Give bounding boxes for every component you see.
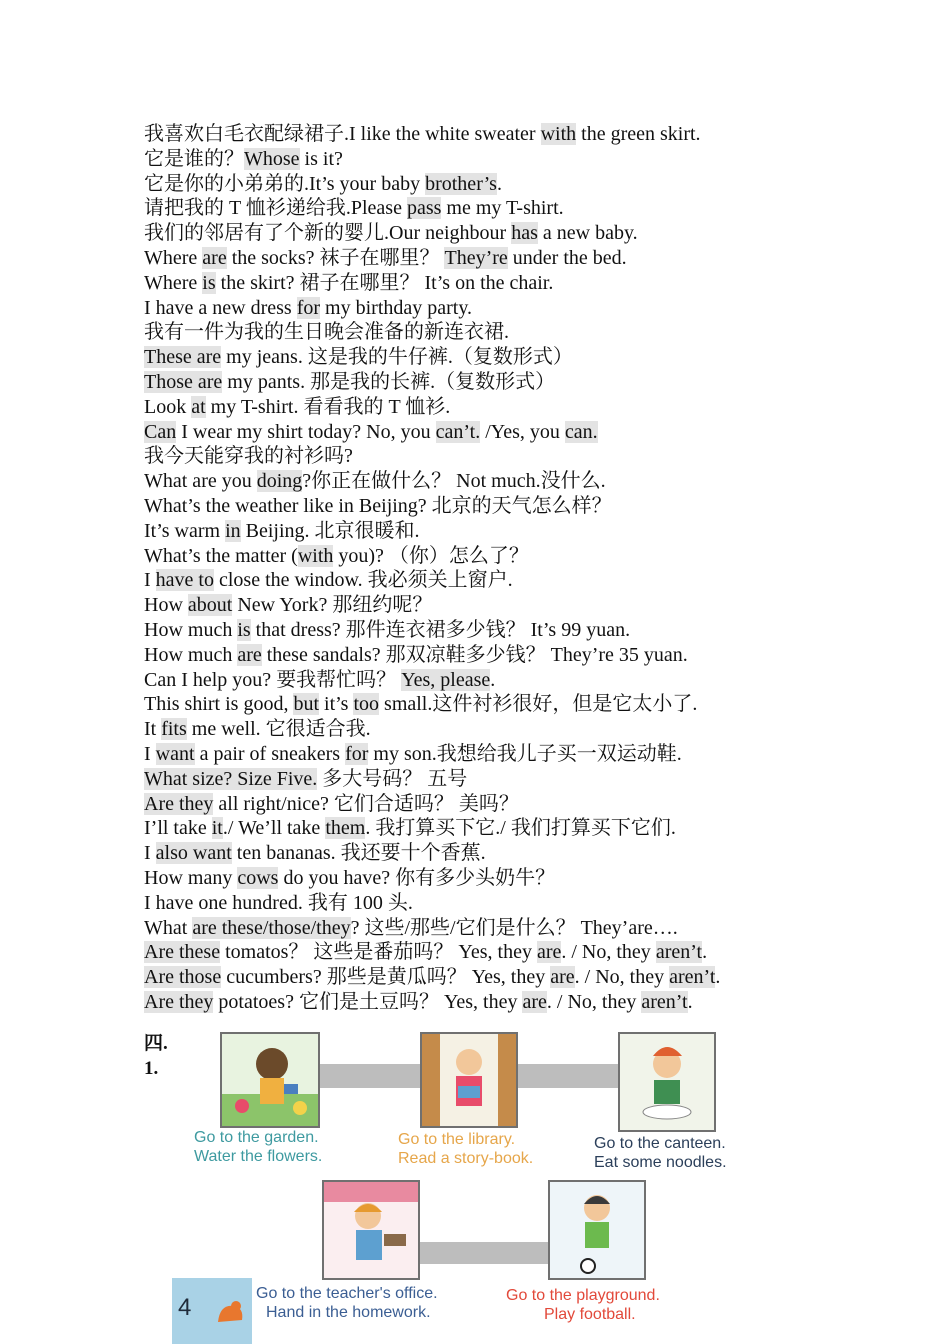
- highlighted-word: can.: [564, 420, 598, 443]
- highlighted-word: Whose: [244, 147, 300, 170]
- caption-office-line1: Go to the teacher's office.: [256, 1285, 438, 1302]
- phrase-line: [144, 568, 924, 593]
- phrase-line: [144, 395, 924, 420]
- phrase-line: [144, 891, 924, 916]
- text-segment: my jeans. 这是我的牛仔裤.（复数形式）: [221, 346, 573, 369]
- phrase-line: [144, 221, 924, 246]
- highlighted-word: Are they: [144, 990, 214, 1013]
- text-segment: . / No, they: [561, 941, 656, 964]
- phrase-line: [144, 767, 924, 792]
- text-segment: under the bed.: [507, 246, 627, 269]
- canteen-scene-icon: [620, 1034, 714, 1130]
- text-segment: my pants. 那是我的长裤.（复数形式）: [222, 370, 556, 393]
- text-segment: close the window. 我必须关上窗户.: [213, 569, 513, 592]
- highlighted-word: also want: [155, 842, 232, 865]
- text-segment: I: [144, 742, 156, 765]
- text-segment: 我有一件为我的生日晚会准备的新连衣裙.: [144, 321, 509, 344]
- caption-playground: [506, 1286, 660, 1324]
- teachers-office-picture: [322, 1180, 420, 1280]
- text-segment: you)? （你）怎么了？: [333, 544, 529, 567]
- text-segment: my son.我想给我儿子买一双运动鞋.: [368, 742, 682, 765]
- caption-playground-line1: Go to the playground.: [506, 1287, 660, 1304]
- caption-library: [398, 1130, 533, 1168]
- caption-canteen-line2: Eat some noodles.: [594, 1154, 727, 1171]
- highlighted-word: pass: [406, 197, 442, 220]
- text-segment: cucumbers? 那些是黄瓜吗？ Yes, they: [221, 966, 551, 989]
- text-segment: ?你正在做什么？ Not much.没什么.: [302, 470, 606, 493]
- text-segment: It’s warm: [144, 519, 226, 542]
- garden-picture: [220, 1032, 320, 1128]
- highlighted-word: fits: [161, 718, 187, 741]
- highlighted-word: in: [225, 519, 241, 542]
- phrase-line: [144, 668, 924, 693]
- highlighted-word: brother’s: [425, 172, 497, 195]
- library-scene-icon: [422, 1034, 516, 1126]
- highlighted-word: at: [191, 395, 206, 418]
- caption-office: [256, 1284, 438, 1322]
- highlighted-word: for: [345, 742, 369, 765]
- text-segment: my T-shirt. 看看我的 T 恤衫.: [205, 395, 451, 418]
- phrase-line: [144, 916, 924, 941]
- text-segment: Can I help you? 要我帮忙吗？: [144, 668, 402, 691]
- phrase-line: [144, 469, 924, 494]
- text-segment: 我今天能穿我的衬衫吗?: [144, 445, 353, 468]
- text-segment: these sandals? 那双凉鞋多少钱？ They’re 35 yuan.: [261, 643, 688, 666]
- text-segment: How: [144, 594, 188, 617]
- page-number-badge: [172, 1278, 252, 1344]
- text-segment: I: [144, 569, 156, 592]
- phrase-line: [144, 692, 924, 717]
- phrase-line: [144, 593, 924, 618]
- text-segment: me my T-shirt.: [441, 197, 564, 220]
- highlighted-word: aren’t: [655, 941, 703, 964]
- highlighted-word: doing: [256, 470, 303, 493]
- highlighted-word: cows: [237, 866, 279, 889]
- highlighted-word: Yes, please: [401, 668, 491, 691]
- highlighted-word: What size? Size Five.: [144, 767, 318, 790]
- text-segment: . / No, they: [546, 990, 642, 1013]
- highlighted-word: with: [540, 123, 577, 145]
- caption-office-line2: Hand in the homework.: [266, 1304, 431, 1321]
- highlighted-word: Those are: [144, 370, 223, 393]
- text-segment: This shirt is good,: [144, 693, 294, 716]
- text-segment: that dress? 那件连衣裙多少钱？ It’s 99 yuan.: [250, 618, 631, 641]
- text-segment: I wear my shirt today? No, you: [176, 420, 436, 443]
- highlighted-word: have to: [155, 569, 214, 592]
- text-segment: do you have? 你有多少头奶牛？: [278, 866, 556, 889]
- caption-garden-line1: Go to the garden.: [194, 1129, 319, 1146]
- caption-library-line2: Read a story-book.: [398, 1150, 534, 1167]
- text-segment: the green skirt.: [576, 123, 701, 145]
- text-segment: What’s the weather like in Beijing? 北京的天气怎么样？: [144, 494, 612, 517]
- highlighted-word: can’t.: [435, 420, 481, 443]
- textbook-illustration: [172, 1022, 776, 1344]
- text-segment: 多大号码？ 五号: [317, 767, 468, 790]
- text-segment: How much: [144, 643, 238, 666]
- highlighted-word: but: [293, 693, 320, 716]
- highlighted-word: Are these: [144, 941, 221, 964]
- highlighted-word: are these/those/they: [192, 916, 351, 939]
- highlighted-word: Are those: [144, 966, 222, 989]
- page-number: 4: [178, 1294, 192, 1321]
- phrase-line: [144, 420, 924, 445]
- text-segment: .: [715, 966, 721, 989]
- phrase-line: [144, 866, 924, 891]
- highlighted-word: for: [296, 296, 321, 319]
- text-segment: ? 这些/那些/它们是什么？ They’are….: [350, 916, 678, 939]
- text-segment: 我喜欢白毛衣配绿裙子.I like the white sweater: [144, 123, 541, 145]
- garden-scene-icon: [222, 1034, 318, 1126]
- caption-garden: [194, 1128, 322, 1166]
- exercise-one-number: 1.: [144, 1058, 159, 1079]
- text-segment: What: [144, 916, 193, 939]
- highlighted-word: are: [550, 966, 575, 989]
- text-segment: What are you: [144, 470, 257, 493]
- highlighted-word: is: [202, 271, 216, 294]
- highlighted-word: is: [237, 618, 251, 641]
- phrase-line: [144, 717, 924, 742]
- caption-canteen: [594, 1134, 727, 1172]
- playground-picture: [548, 1180, 646, 1280]
- text-segment: small.这件衬衫很好，但是它太小了.: [379, 693, 698, 716]
- phrase-line: [144, 370, 924, 395]
- phrase-line: [144, 494, 924, 519]
- section-four-heading: 四.: [144, 1033, 168, 1054]
- caption-canteen-line1: Go to the canteen.: [594, 1135, 726, 1152]
- phrase-line: [144, 320, 924, 345]
- phrase-line: [144, 147, 924, 172]
- text-segment: my birthday party.: [320, 296, 473, 319]
- squirrel-icon: [214, 1296, 248, 1326]
- highlighted-word: them: [325, 817, 366, 840]
- highlighted-word: aren’t: [669, 966, 716, 989]
- text-segment: 它是谁的？: [144, 147, 244, 170]
- text-segment: I’ll take: [144, 817, 212, 840]
- highlighted-word: are: [237, 643, 262, 666]
- highlighted-word: These are: [144, 346, 222, 369]
- text-segment: It: [144, 718, 162, 741]
- text-segment: How much: [144, 618, 238, 641]
- text-segment: 它是你的小弟弟的.It’s your baby: [144, 172, 426, 195]
- highlighted-word: aren’t: [641, 990, 688, 1013]
- phrase-line: [144, 271, 924, 296]
- phrase-line: [144, 643, 924, 668]
- playground-scene-icon: [550, 1182, 644, 1278]
- phrase-line: [144, 544, 924, 569]
- highlighted-word: are: [522, 990, 547, 1013]
- phrase-line: [144, 172, 924, 197]
- text-segment: a pair of sneakers: [194, 742, 346, 765]
- highlighted-word: want: [155, 742, 195, 765]
- text-segment: tomatos？ 这些是番茄吗？ Yes, they: [220, 941, 537, 964]
- phrase-line: [144, 345, 924, 370]
- text-segment: Where: [144, 271, 203, 294]
- phrase-line: [144, 742, 924, 767]
- text-segment: .: [490, 668, 496, 691]
- canteen-picture: [618, 1032, 716, 1132]
- highlighted-word: Are they: [144, 792, 214, 815]
- text-segment: New York? 那纽约呢？: [232, 594, 433, 617]
- phrase-line: [144, 990, 924, 1015]
- phrase-line: [144, 196, 924, 221]
- text-segment: Beijing. 北京很暖和.: [240, 519, 420, 542]
- library-picture: [420, 1032, 518, 1128]
- highlighted-word: are: [536, 941, 562, 964]
- text-segment: a new baby.: [537, 222, 638, 245]
- text-segment: Look: [144, 395, 192, 418]
- text-segment: How many: [144, 866, 238, 889]
- text-segment: 我们的邻居有了个新的婴儿.Our neighbour: [144, 222, 512, 245]
- phrase-line: [144, 122, 924, 147]
- phrase-list: [144, 122, 924, 1015]
- phrase-line: [144, 841, 924, 866]
- highlighted-word: about: [187, 594, 233, 617]
- phrase-line: [144, 965, 924, 990]
- phrase-line: [144, 296, 924, 321]
- text-segment: the socks? 袜子在哪里？: [226, 246, 445, 269]
- text-segment: /Yes, you: [480, 420, 565, 443]
- phrase-line: [144, 618, 924, 643]
- highlighted-word: it: [211, 817, 223, 840]
- highlighted-word: Can: [144, 420, 177, 443]
- text-segment: I have a new dress: [144, 296, 297, 319]
- caption-playground-line2: Play football.: [544, 1306, 636, 1323]
- text-segment: it’s: [319, 693, 354, 716]
- text-segment: 请把我的 T 恤衫递给我.Please: [144, 197, 407, 220]
- text-segment: . 我打算买下它./ 我们打算买下它们.: [365, 817, 676, 840]
- phrase-line: [144, 940, 924, 965]
- text-segment: all right/nice? 它们合适吗？ 美吗？: [213, 792, 519, 815]
- text-segment: Where: [144, 246, 203, 269]
- phrase-line: [144, 246, 924, 271]
- highlighted-word: They’re: [444, 246, 508, 269]
- highlighted-word: too: [353, 693, 380, 716]
- phrase-line: [144, 792, 924, 817]
- text-segment: .: [687, 990, 693, 1013]
- caption-library-line1: Go to the library.: [398, 1131, 516, 1148]
- phrase-line: [144, 519, 924, 544]
- text-segment: .: [702, 941, 708, 964]
- highlighted-word: are: [202, 246, 227, 269]
- text-segment: the skirt? 裙子在哪里？ It’s on the chair.: [215, 271, 554, 294]
- text-segment: What’s the matter (: [144, 544, 298, 567]
- text-segment: I have one hundred. 我有 100 头.: [144, 891, 413, 914]
- highlighted-word: has: [511, 222, 538, 245]
- text-segment: ten bananas. 我还要十个香蕉.: [231, 842, 486, 865]
- text-segment: .: [496, 172, 502, 195]
- text-segment: I: [144, 842, 156, 865]
- caption-garden-line2: Water the flowers.: [194, 1148, 323, 1165]
- text-segment: is it?: [299, 147, 343, 170]
- text-segment: . / No, they: [574, 966, 670, 989]
- phrase-line: [144, 816, 924, 841]
- office-scene-icon: [324, 1182, 418, 1278]
- text-segment: me well. 它很适合我.: [186, 718, 371, 741]
- text-segment: ./ We’ll take: [222, 817, 326, 840]
- phrase-line: [144, 444, 924, 469]
- highlighted-word: with: [297, 544, 334, 567]
- text-segment: potatoes? 它们是土豆吗？ Yes, they: [213, 990, 523, 1013]
